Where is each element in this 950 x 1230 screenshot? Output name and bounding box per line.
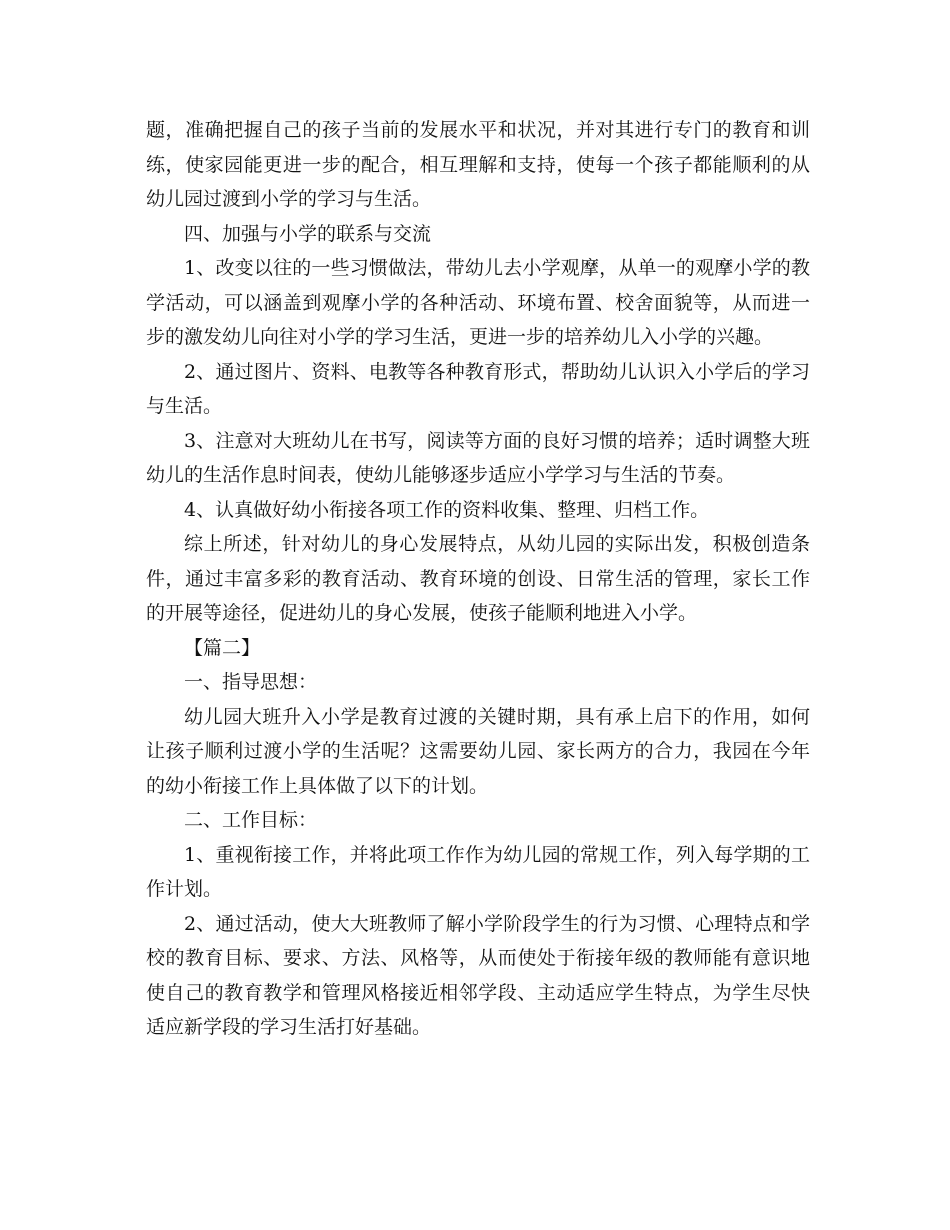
section-heading-4: 四、加强与小学的联系与交流 [184,222,432,245]
part-heading: 【篇二】 [184,636,261,659]
paragraph-item-4: 4、认真做好幼小衔接各项工作的资料收集、整理、归档工作。 [184,498,710,521]
section-heading-guiding: 一、指导思想： [184,671,318,693]
paragraph-goal-2: 2、通过活动，使大大班教师了解小学阶段学生的行为习惯、心理特点和学校的教育目标、要求、方法、风格等，从而使处于衔接年级的教师能有意识地使自己的教育教学和管理风格接近相邻学段、主动适应学生特点，为学生尽快适应新学段的学习生活打好基础。 [146,912,810,1038]
paragraph-guiding: 幼儿园大班升入小学是教育过渡的关键时期，具有承上启下的作用，如何让孩子顺利过渡小学的生活呢？这需要幼儿园、家长两方的合力，我园在今年的幼小衔接工作上具体做了以下的计划。 [146,705,810,797]
paragraph-item-3: 3、注意对大班幼儿在书写，阅读等方面的良好习惯的培养；适时调整大班幼儿的生活作息时间表，使幼儿能够逐步适应小学学习与生活的节奏。 [146,429,810,486]
paragraph-item-2: 2、通过图片、资料、电教等各种教育形式，帮助幼儿认识入小学后的学习与生活。 [146,360,810,417]
paragraph-item-1: 1、改变以往的一些习惯做法，带幼儿去小学观摩，从单一的观摩小学的教学活动，可以涵盖到观摩小学的各种活动、环境布置、校舍面貌等，从而进一步的激发幼儿向往对小学的学习生活，更进一步的培养幼儿入小学的兴趣。 [146,257,810,348]
paragraph-summary: 综上所述，针对幼儿的身心发展特点，从幼儿园的实际出发，积极创造条件，通过丰富多彩的教育活动、教育环境的创设、日常生活的管理，家长工作的开展等途径，促进幼儿的身心发展，使孩子能顺利地进入小学。 [146,533,810,624]
document-body [146,113,810,1045]
section-heading-goals: 二、工作目标： [184,809,318,831]
paragraph-goal-1: 1、重视衔接工作，并将此项工作作为幼儿园的常规工作，列入每学期的工作计划。 [146,843,810,900]
paragraph-continuation: 题，准确把握自己的孩子当前的发展水平和状况，并对其进行专门的教育和训练，使家园能更进一步的配合，相互理解和支持，使每一个孩子都能顺利的从幼儿园过渡到小学的学习与生活。 [146,119,810,210]
